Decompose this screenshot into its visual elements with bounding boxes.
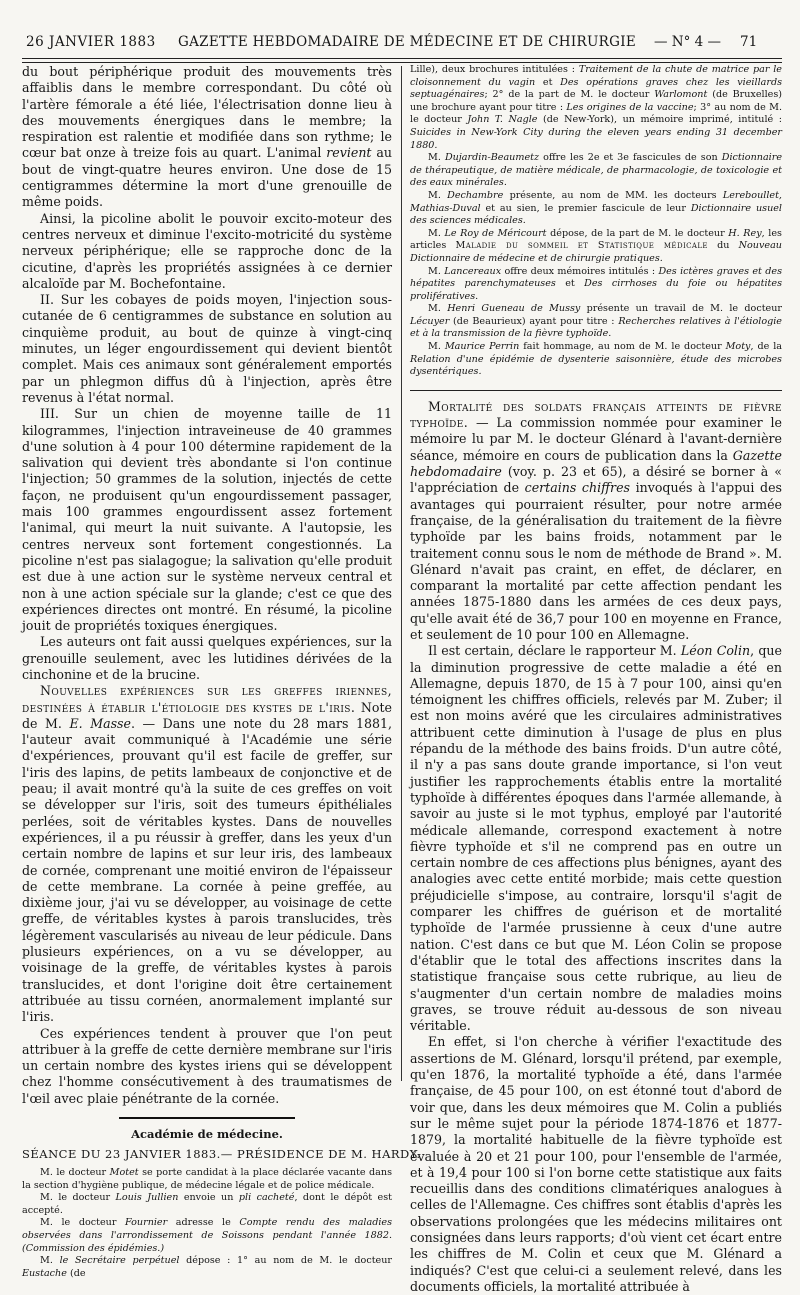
article-heading: Nouvelles expériences sur les greffes iriennes, destinées à établir l'étiologie des kystes de l'iris. bbox=[22, 683, 392, 715]
header-rule-bottom bbox=[22, 62, 782, 63]
minutes-entry: M. Maurice Perrin fait hommage, au nom de M. le docteur Moty, de la Relation d'une épidémie de dysenterie saisonnière, étude des microbes dysentériques. bbox=[410, 341, 782, 378]
paragraph: II. Sur les cobayes de poids moyen, l'injection sous-cutanée de 6 centigrammes de substance en solution au cinquième produit, au bout de quinze à vingt-cinq minutes, un léger engourdissement qui devient bientôt complet. Mais ces animaux sont généralement emportés par un phlegmon diffus dû à l'injection, après être revenus à l'état normal. bbox=[22, 292, 392, 405]
journal-title: GAZETTE HEBDOMADAIRE DE MÉDECINE ET DE CHIRURGIE bbox=[178, 34, 636, 50]
minutes-entry: M. le Secrétaire perpétuel dépose : 1° au nom de M. le docteur Eustache (de bbox=[22, 1255, 392, 1279]
minutes-entry: M. le docteur Motet se porte candidat à la place déclarée vacante dans la section d'hygiène publique, de médecine légale et de police médicale. bbox=[22, 1167, 392, 1191]
running-header bbox=[22, 34, 782, 56]
section-title: Académie de médecine. bbox=[131, 1127, 283, 1141]
newspaper-page bbox=[22, 0, 783, 1294]
minutes-entry: M. le docteur Fournier adresse le Compte rendu des maladies observées dans l'arrondissement de Soissons pendant l'année 1882. (Commission des épidémies.) bbox=[22, 1217, 393, 1254]
issue-number: — N° 4 — bbox=[654, 34, 722, 50]
minutes-entry: M. Dechambre présente, au nom de MM. les docteurs Lereboullet, Mathias-Duval et au sien, le premier fascicule de leur Dictionnaire usuel des sciences médicales. bbox=[410, 189, 782, 227]
seance-heading: SÉANCE DU 23 JANVIER 1883.— PRÉSIDENCE DE M. HARDY. bbox=[22, 1147, 421, 1161]
minutes-entry: M. Le Roy de Méricourt dépose, de la part de M. le docteur H. Rey, les articles Maladie du sommeil et Statistique médicale du Nouveau Dictionnaire de médecine et de chirurgie pratiques. bbox=[410, 227, 782, 264]
minutes-entry: M. Lancereaux offre deux mémoires intitulés : Des ictères graves et des hépatites parenchymateuses et Des cirrhoses du foie ou hépatites prolifératives. bbox=[410, 265, 782, 302]
minutes-entry-continued: Lille), deux brochures intitulées : Traitement de la chute de matrice par le cloisonnement du vagin et Des opérations graves chez les vieillards septuagénaires; 2° de la part de M. le docteur Warlomont (de Bruxelles) une brochure ayant pour titre : Les origines de la vaccine; 3° au nom de M. le docteur John T. Nagle (de New-York), un mémoire imprimé, intitulé : Suicides in New-York City during the eleven years ending 31 december 1880. bbox=[410, 64, 783, 151]
article-mortalite: Mortalité des soldats français atteints de fièvre typhoïde. — La commission nommée pour examiner le mémoire lu par M. le docteur Glénard à l'avant-dernière séance, mémoire en cours de publication dans la Gazette hebdomadaire (voy. p. 23 et 65), a désiré se borner à « l'appréciation de certains chiffres invoqués à l'appui des avantages qui pourraient résulter, pour notre armée française, de la généralisation du traitement de la fièvre typhoïde par les bains froids, notamment par le traitement connu sous le nom de méthode de Brand ». M. Glénard n'avait pas craint, en effet, de déclarer, en comparant la mortalité par cette affection pendant les années 1875-1880 dans les armées de ces deux pays, qu'elle avait été de 36,7 pour 100 en moyenne en France, et seulement de 10 pour 100 en Allemagne. bbox=[410, 398, 782, 642]
paragraph: Les auteurs ont fait aussi quelques expériences, sur la grenouille seulement, avec les lutidines dérivées de la cinchonine et de la brucine. bbox=[22, 634, 392, 682]
column-divider bbox=[401, 66, 402, 1081]
article-greffes-iriennes: Nouvelles expériences sur les greffes iriennes, destinées à établir l'étiologie des kystes de l'iris. Note de M. E. Masse. — Dans une note du 28 mars 1881, l'auteur avait communiqué à l'Académie une série d'expériences, prouvant qu'il est facile de greffer, sur l'iris des lapins, de petits lambeaux de conjonctive et de peau; il avait montré qu'à la suite de ces greffes on voit se développer sur l'iris, soit des tumeurs épithéliales perlées, soit de véritables kystes. Dans de nouvelles expériences, il a pu réussir à greffer, dans les yeux d'un certain nombre de lapins et sur leur iris, des lambeaux de cornée, comprenant une moitié environ de l'épaisseur de cette membrane. La cornée à peine greffée, au dixième jour, j'ai vu se développer, au voisinage de cette greffe, de véritables kystes à parois translucides, très légèrement vascularisés au niveau de leur pédicule. Dans plusieurs expériences, on a vu se développer, au voisinage de la greffe, de véritables kystes à parois translucides, et dont l'origine doit être certainement attribuée au tissu cornéen, anormalement implanté sur l'iris. bbox=[22, 683, 393, 1025]
paragraph: III. Sur un chien de moyenne taille de 11 kilogrammes, l'injection intraveineuse de 40 grammes d'une solution à 4 pour 100 détermine rapidement de la salivation qui devient très abondante si l'on continue l'injection; 50 grammes de la solution, injectés de cette façon, ne produisent qu'un engourdissement passager, mais 100 grammes engourdissent assez fortement l'animal, qui meurt la nuit suivante. A l'autopsie, les centres nerveux sont fortement congestionnés. La picoline n'est pas sialagogue; la salivation qu'elle produit est due à une action sur le système nerveux central et non à une action spéciale sur la glande; c'est ce que des expériences directes ont montré. En résumé, la picoline jouit de propriétés toxiques énergiques. bbox=[22, 406, 392, 634]
page-number: 71 bbox=[740, 34, 758, 50]
paragraph: Ces expériences tendent à prouver que l'on peut attribuer à la greffe de cette dernière membrane sur l'iris un certain nombre des kystes iriens qui se développent chez l'homme consécutivement à des traumatismes de l'œil avec plaie pénétrante de la cornée. bbox=[22, 1025, 392, 1106]
article-heading: Mortalité des soldats français atteints de fièvre typhoïde. bbox=[410, 398, 782, 431]
paragraph: En effet, si l'on cherche à vérifier l'exactitude des assertions de M. Glénard, lorsqu'il prétend, par exemple, qu'en 1876, la mortalité typhoïde a été, dans l'armée française, de 45 pour 100, on est étonné tout d'abord de voir que, dans les deux mémoires que M. Colin a publiés sur le même sujet pour la période 1874-1876 et 1877-1879, la mortalité habituelle de la fièvre typhoïde est évaluée à 20 et 21 pour 100, pour l'ensemble de l'armée, et à 19,4 pour 100 si l'on borne cette statistique aux faits recueillis dans des conditions climatériques analogues à celles de l'Allemagne. Ces chiffres sont établis d'après les observations prolongées que les médecins militaires ont consignées dans leurs rapports; d'où vient cet écart entre les chiffres de M. Colin et ceux que M. Glénard a indiqués? C'est que celui-ci a seulement relevé, dans les documents officiels, la mortalité attribuée à bbox=[410, 1034, 782, 1294]
issue-date: 26 JANVIER 1883 bbox=[26, 34, 156, 50]
paragraph-continued: du bout périphérique produit des mouvements très affaiblis dans le membre correspondant. Du côté où l'artère fémorale a été liée, l'électrisation donne lieu à des mouvements énergiques dans le membre; la respiration est ralentie et modifiée dans son rythme; le cœur bat onze à treize fois au quart. L'animal revient au bout de vingt-quatre heures environ. Une dose de 15 centigrammes détermine la mort d'une grenouille de même poids. bbox=[22, 64, 393, 210]
paragraph: Ainsi, la picoline abolit le pouvoir excito-moteur des centres nerveux et diminue l'excito-motricité du système nerveux périphérique; elle se rapproche donc de la cicutine, d'après les propriétés assignées à ce dernier alcaloïde par M. Bochefontaine. bbox=[22, 210, 392, 291]
right-column bbox=[410, 64, 783, 1294]
header-rule-top bbox=[22, 58, 782, 59]
minutes-entry: M. le docteur Louis Jullien envoie un pli cacheté, dont le dépôt est accepté. bbox=[22, 1192, 392, 1216]
section-divider bbox=[119, 1117, 295, 1119]
section-rule-thin bbox=[410, 390, 782, 391]
left-column bbox=[22, 64, 421, 1279]
minutes-entry: M. Dujardin-Beaumetz offre les 2e et 3e fascicules de son Dictionnaire de thérapeutique, de matière médicale, de pharmacologie, de toxicologie et des eaux minérales. bbox=[410, 152, 782, 189]
paragraph: Il est certain, déclare le rapporteur M. Léon Colin, que la diminution progressive de cette maladie a été en Allemagne, depuis 1870, de 15 à 7 pour 100, ainsi qu'en témoignent les chiffres officiels, relevés par M. Zuber; il est non moins avéré que les circulaires administratives attribuent cette diminution à l'usage de plus en plus répandu de la méthode des bains froids. D'un autre côté, il n'y a pas sans doute grande importance, si l'on veut justifier les rapprochements établis entre la mortalité typhoïde à différentes époques dans l'armée allemande, à savoir au juste si le mot typhus, employé par l'autorité médicale allemande, correspond exactement à notre fièvre typhoïde et s'il ne comprend pas en outre un certain nombre de ces affections plus bénignes, ayant des analogies avec cette entité morbide; mais cette question préjudicielle s'impose, au contraire, lorsqu'il s'agit de comparer les chiffres de guérison et de mortalité typhoïde de l'armée prussienne à ceux d'une autre nation. C'est dans ce but que M. Léon Colin se propose d'établir que le total des affections inscrites dans la statistique française sous cette rubrique, au lieu de s'augmenter d'un certain nombre de maladies moins graves, se trouve réduit au-dessous de son niveau véritable. bbox=[410, 643, 782, 1034]
minutes-entry: M. Henri Gueneau de Mussy présente un travail de M. le docteur Lécuyer (de Beaurieux) ayant pour titre : Recherches relatives à l'étiologie et à la transmission de la fièvre typhoïde. bbox=[410, 303, 782, 340]
